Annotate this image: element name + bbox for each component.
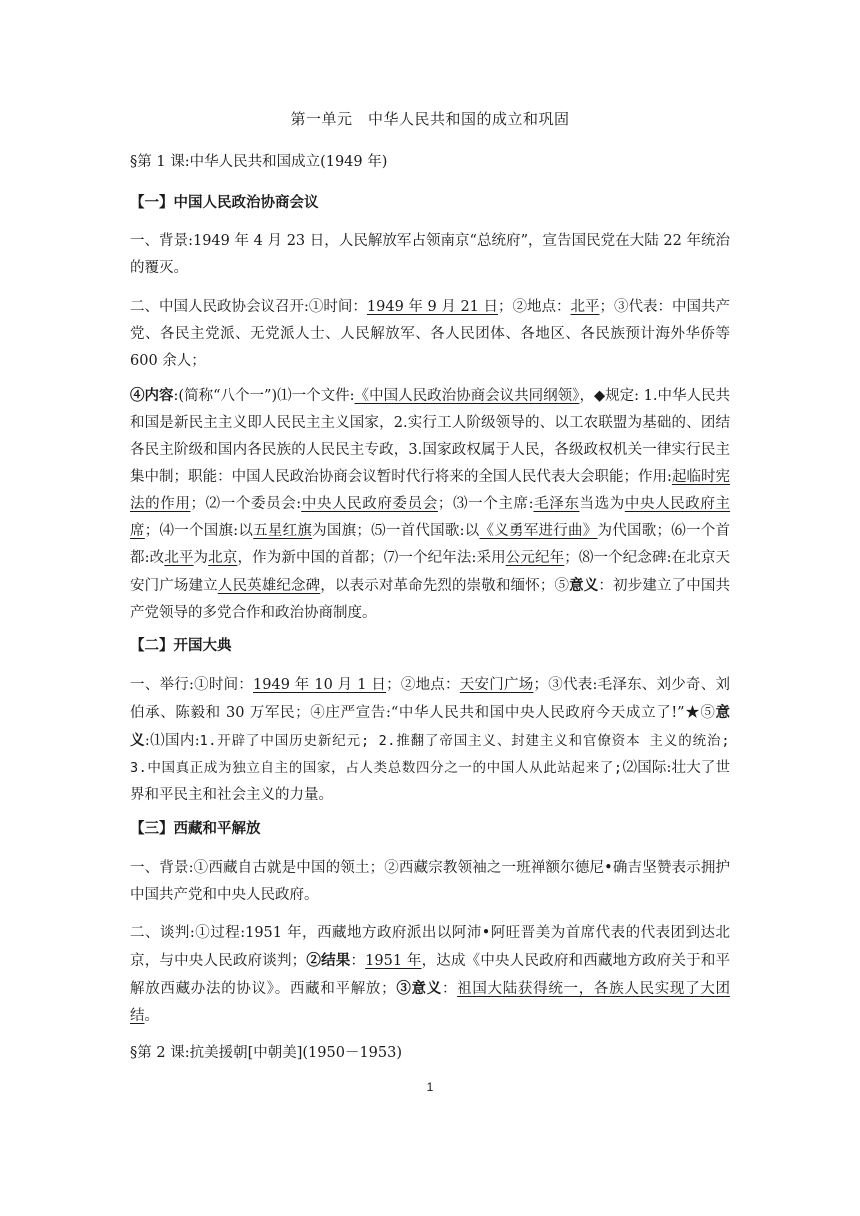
- section-heading: 【二】开国大典: [130, 637, 232, 654]
- bold-label: 意义: [130, 704, 730, 749]
- bold-label: ③意义: [395, 980, 442, 997]
- underlined-text: 1951 年: [365, 953, 422, 969]
- paragraph-content: ④内容:(简称“八个一”)⑴一个文件:《中国人民政治协商会议共同纲领》，◆规定: 1.中华人民共和国是新民主主义即人民民主主义国家，2.实行工人阶级领导的、以工农联盟为基础的、团结各民主阶级和国内各民族的人民民主专政，3.国家政权属于人民，各级政权机关一律实行民主集中制；职能：中国人民政治协商会议暂时代行将来的全国人民代表大会职能；作用:起临时宪法的作用；⑵一个委员会:中央人民政府委员会；⑶一个主席:毛泽东当选为中央人民政府主席；⑷一个国旗:以五星红旗为国旗；⑸一首代国歌:以《义勇军进行曲》为代国歌；⑹一个首都:改北平为北京，作为新中国的首都；⑺一个纪年法:采用公元纪年；⑻一个纪念碑:在北京天安门广场建立人民英雄纪念碑，以表示对革命先烈的崇敬和缅怀；⑤意义：初步建立了中国共产党领导的多党合作和政治协商制度。: [130, 387, 731, 621]
- underlined-text: 1949 年 9 月 21 日: [366, 299, 499, 315]
- paragraph-tibet-talks: 二、谈判:①过程:1951 年，西藏地方政府派出以阿沛•阿旺晋美为首席代表的代表团到达北京，与中央人民政府谈判；②结果：1951 年，达成《中央人民政府和西藏地方政府关于和平解放西藏办法的协议》。西藏和平解放；③意义：祖国大陆获得统一，各族人民实现了大团结。: [130, 925, 731, 1024]
- underlined-text: 北平: [570, 299, 600, 315]
- paragraph-meeting: 二、中国人民政协会议召开:①时间：1949 年 9 月 21 日；②地点：北平；③代表：中国共产党、各民主党派、无党派人士、人民解放军、各人民团体、各地区、各民族预计海外华侨等 600 余人；: [130, 299, 731, 369]
- underlined-text: 北平: [164, 550, 194, 566]
- page-number: 1: [426, 1080, 434, 1094]
- underlined-text: 公元纪年: [505, 550, 565, 566]
- underlined-text: 《义勇军进行曲》: [479, 523, 598, 539]
- unit-title: 第一单元 中华人民共和国的成立和巩固: [290, 110, 570, 128]
- section-heading: 【三】西藏和平解放: [130, 820, 261, 837]
- underlined-text: 1949 年 10 月 1 日: [253, 677, 387, 693]
- underlined-text: 人民英雄纪念碑: [217, 578, 321, 594]
- bold-label: ②结果: [306, 952, 351, 969]
- underlined-text: 毛泽东: [533, 496, 580, 512]
- underlined-text: 中央人民政府委员会: [301, 496, 438, 512]
- paragraph-tibet-background: 一、背景:①西藏自古就是中国的领土；②西藏宗教领袖之一班禅额尔德尼•确吉坚赞表示拥护中国共产党和中央人民政府。: [130, 860, 730, 903]
- underlined-text: 北京: [208, 550, 238, 566]
- handwritten-style-text: 1.开辟了中国历史新纪元; 2.推翻了帝国主义、封建主义和官僚资本 主义的统治; 3.中国真正成为独立自主的国家，占人类总数四分之一的中国人从此站起来了;: [130, 733, 730, 776]
- paragraph-ceremony: 一、举行:①时间：1949 年 10 月 1 日；②地点：天安门广场；③代表:毛泽东、刘少奇、刘伯承、陈毅和 30 万军民；④庄严宣告:“中华人民共和国中央人民政府今天成立了!”★⑤意义:⑴国内:1.开辟了中国历史新纪元; 2.推翻了帝国主义、封建主义和官僚资本 主义的统治; 3.中国真正成为独立自主的国家，占人类总数四分之一的中国人从此站起来了;⑵国际:壮大了世界和平民主和社会主义的力量。: [130, 677, 731, 803]
- underlined-text: 五星红旗: [253, 523, 313, 539]
- paragraph-background: 一、背景:1949 年 4 月 23 日，人民解放军占领南京“总统府”，宣告国民党在大陆 22 年统治的覆灭。: [130, 233, 730, 276]
- underlined-text: 祖国大陆获得统一，各族人民实现了大团结: [130, 981, 731, 1024]
- bold-label: 意义: [569, 577, 599, 594]
- bold-label: ④内容: [130, 387, 174, 404]
- underlined-text: 《中国人民政治协商会议共同纲领》: [354, 388, 580, 404]
- underlined-text: 起临时宪法的作用: [130, 469, 730, 512]
- section-heading: 【一】中国人民政治协商会议: [130, 194, 319, 211]
- underlined-text: 中央人民政府主席: [130, 496, 731, 539]
- underlined-text: 天安门广场: [459, 677, 534, 693]
- lesson-heading: §第 1 课:中华人民共和国成立(1949 年): [130, 154, 388, 170]
- lesson-heading: §第 2 课:抗美援朝[中朝美](1950－1953): [130, 1045, 403, 1061]
